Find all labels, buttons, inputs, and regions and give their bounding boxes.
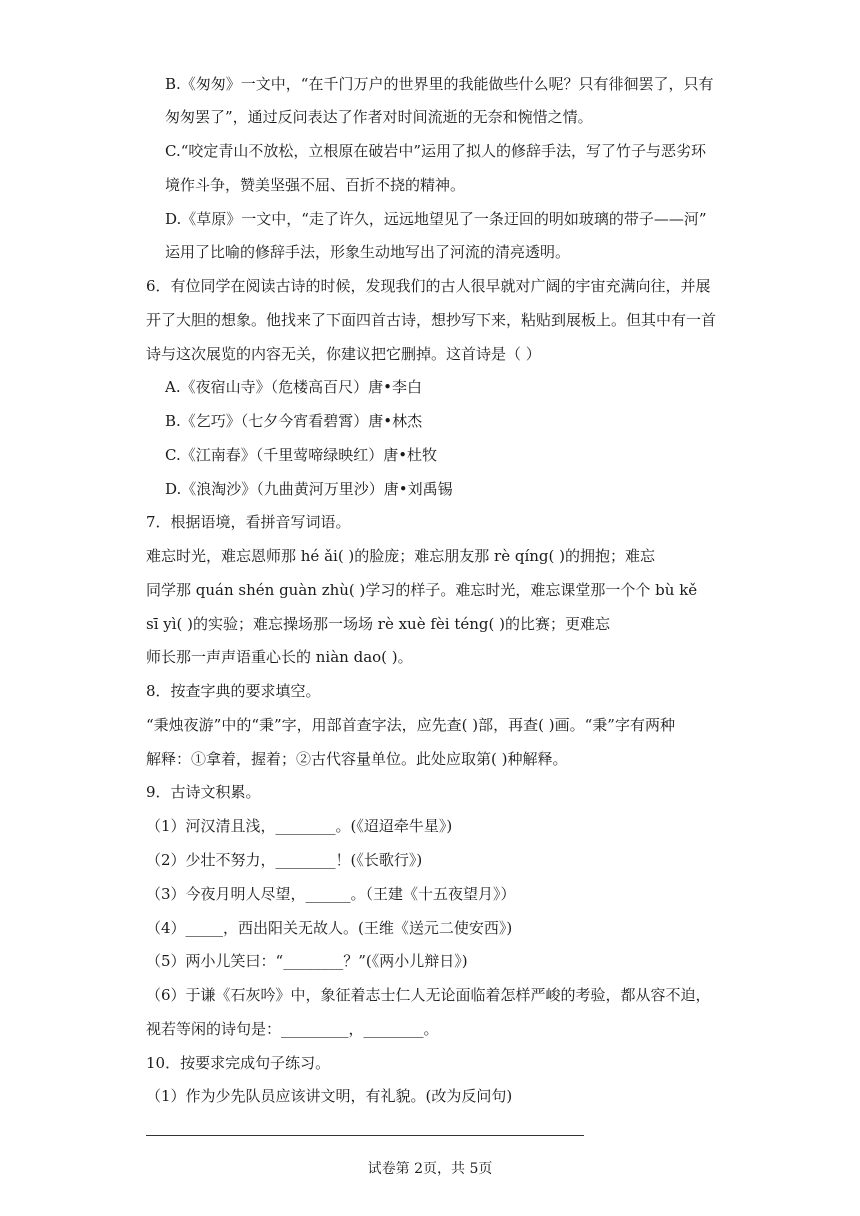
- question-10-item1: （1）作为少先队员应该讲文明，有礼貌。(改为反问句): [146, 1087, 513, 1105]
- page-footer: 试卷第 2页，共 5页: [367, 1161, 493, 1177]
- question-8-line2: 解释：①拿着，握着；②古代容量单位。此处应取第( )种解释。: [146, 750, 568, 768]
- option-c-q5-line1: C.“咬定青山不放松，立根原在破岩中”运用了拟人的修辞手法，写了竹子与恶劣环: [165, 142, 707, 160]
- question-9-title: 9．古诗文积累。: [146, 783, 261, 801]
- option-b-q5-line1: B.《匆匆》一文中，“在千门万户的世界里的我能做些什么呢？只有徘徊罢了，只有: [165, 75, 714, 93]
- option-c-q5-line2: 境作斗争，赞美坚强不屈、百折不挠的精神。: [165, 176, 466, 194]
- question-9-item2: （2）少壮不努力，________！(《长歌行》): [146, 851, 423, 869]
- question-10-title: 10．按要求完成句子练习。: [146, 1054, 331, 1072]
- question-6-line1: 6．有位同学在阅读古诗的时候，发现我们的古人很早就对广阔的宇宙充满向往，并展: [146, 277, 711, 295]
- option-a-q6: A.《夜宿山寺》（危楼高百尺）唐•李白: [165, 378, 422, 396]
- question-6-line2: 开了大胆的想象。他找来了下面四首古诗，想抄写下来，粘贴到展板上。但其中有一首: [146, 311, 717, 329]
- question-9-item5: （5）两小儿笑曰：“________？”(《两小儿辩日》): [146, 952, 468, 970]
- question-7-line4: 师长那一声声语重心长的 niàn dao( )。: [146, 648, 413, 666]
- question-7-line1: 难忘时光，难忘恩师那 hé ǎi( )的脸庞；难忘朋友那 rè qíng( )的拥抱；难忘: [146, 547, 656, 565]
- option-b-q6: B.《乞巧》（七夕今宵看碧霄）唐•林杰: [165, 412, 423, 430]
- question-7-line3: sī yì( )的实验；难忘操场那一场场 rè xuè fèi téng( )的比赛；更难忘: [146, 615, 610, 633]
- option-c-q6: C.《江南春》（千里莺啼绿映红）唐•杜牧: [165, 446, 438, 464]
- question-9-item6-line1: （6）于谦《石灰吟》中，象征着志士仁人无论面临着怎样严峻的考验，都从容不迫，: [146, 986, 711, 1004]
- footer-divider: [146, 1135, 584, 1136]
- option-b-q5-line2: 匆匆罢了”，通过反问表达了作者对时间流逝的无奈和惋惜之情。: [165, 108, 593, 126]
- option-d-q6: D.《浪淘沙》（九曲黄河万里沙）唐•刘禹锡: [165, 480, 453, 498]
- option-d-q5-line2: 运用了比喻的修辞手法，形象生动地写出了河流的清亮透明。: [165, 243, 571, 261]
- question-9-item4: （4）_____，西出阳关无故人。(王维《送元二使安西》): [146, 919, 513, 937]
- option-d-q5-line1: D.《草原》一文中，“走了许久，远远地望见了一条迂回的明如玻璃的带子——河”: [165, 210, 707, 228]
- question-8-line1: “秉烛夜游”中的“秉”字，用部首查字法，应先查( )部，再查( )画。“秉”字有两种: [146, 716, 675, 734]
- question-9-item1: （1）河汉清且浅，________。(《迢迢牵牛星》): [146, 817, 453, 835]
- question-7-title: 7．根据语境，看拼音写词语。: [146, 513, 351, 531]
- question-7-line2: 同学那 quán shén guàn zhù( )学习的样子。难忘时光，难忘课堂那一个个 bù kě: [146, 581, 698, 599]
- question-8-title: 8．按查字典的要求填空。: [146, 682, 321, 700]
- question-9-item3: （3）今夜月明人尽望，______。（王建《十五夜望月》）: [146, 885, 516, 903]
- question-6-line3: 诗与这次展览的内容无关，你建议把它删掉。这首诗是（ ）: [146, 345, 541, 363]
- question-9-item6-line2: 视若等闲的诗句是：_________，________。: [146, 1020, 439, 1038]
